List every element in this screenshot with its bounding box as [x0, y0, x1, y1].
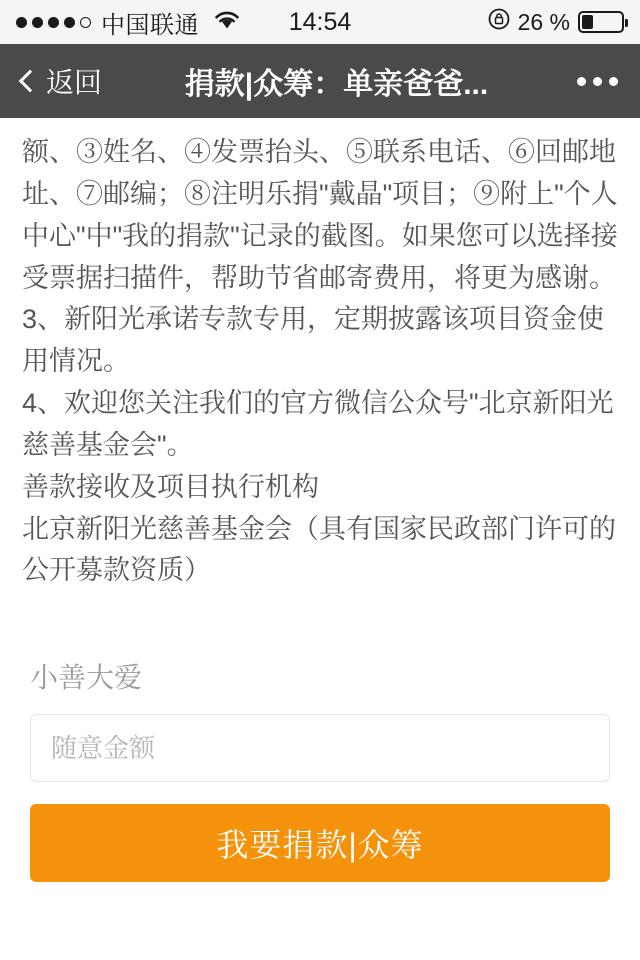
chevron-left-icon: [19, 70, 42, 93]
donation-form-label: 小善大爱: [30, 662, 143, 694]
page-title: 捐款|众筹：单亲爸爸...: [184, 68, 489, 101]
status-bar: [0, 0, 640, 44]
content-paragraph: 3、新阳光承诺专款专用，定期披露该项目资金使用情况。: [22, 304, 605, 377]
donation-amount-input[interactable]: [30, 714, 610, 782]
back-button[interactable]: [22, 61, 102, 101]
battery-percent-label: 26 %: [517, 8, 570, 35]
status-bar-right: [488, 8, 624, 36]
back-button-label: 返回: [46, 67, 103, 98]
donate-submit-button[interactable]: 我要捐款|众筹: [30, 804, 610, 882]
navigation-bar: [0, 44, 640, 118]
content-paragraph: 善款接收及项目执行机构: [22, 471, 319, 502]
donation-form: [0, 656, 640, 882]
content-paragraph: 额、③姓名、④发票抬头、⑤联系电话、⑥回邮地址、⑦邮编；⑧注明乐捐"戴晶"项目；⑨附上"个人中心"中"我的捐款"记录的截图。如果您可以选择接受票据扫描件，帮助节省邮寄费用，将更为感谢。: [22, 137, 618, 293]
article-content: [0, 118, 640, 592]
clock-label: 14:54: [288, 7, 352, 36]
content-paragraph: 4、欢迎您关注我们的官方微信公众号"北京新阳光慈善基金会"。: [22, 388, 614, 460]
battery-icon: [578, 11, 624, 33]
carrier-label: 中国联通: [101, 11, 199, 39]
rotation-lock-icon: [488, 8, 510, 36]
more-dots-icon[interactable]: [571, 77, 618, 86]
content-paragraph: 北京新阳光慈善基金会（具有国家民政部门许可的公开募款资质）: [22, 513, 616, 586]
